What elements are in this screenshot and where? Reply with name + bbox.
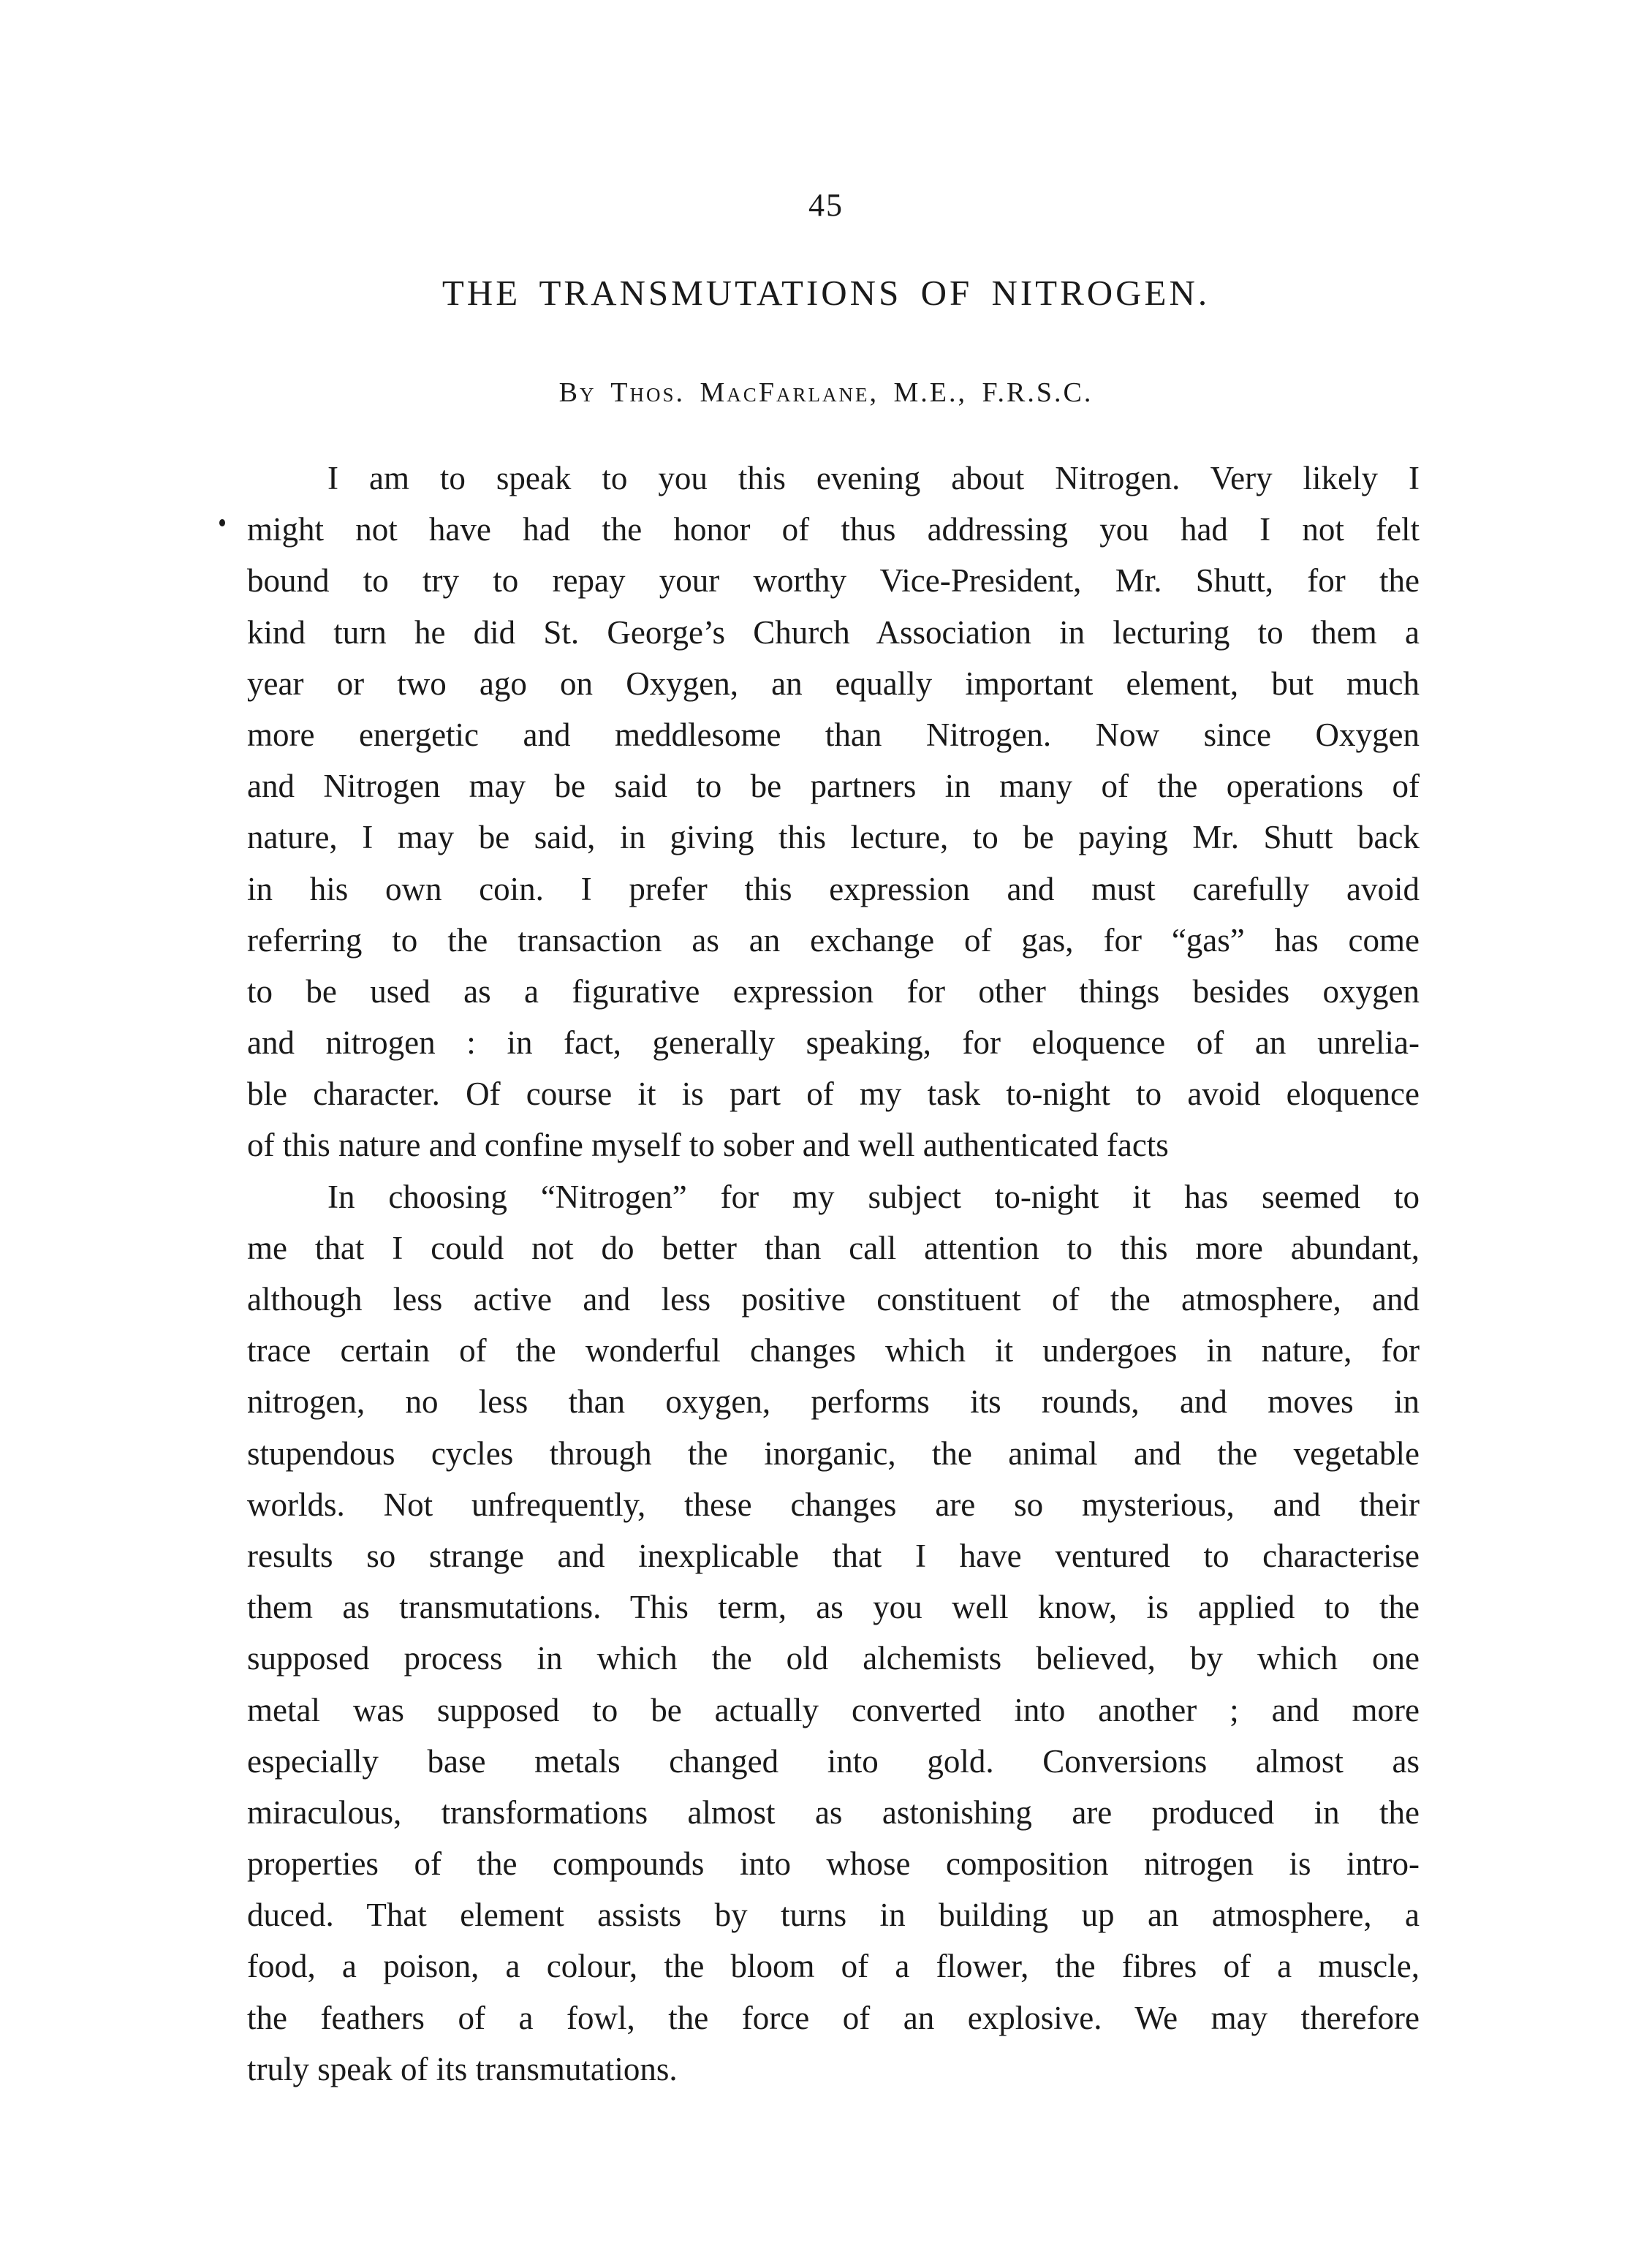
text-line: year or two ago on Oxygen, an equally important element, but much bbox=[247, 665, 1420, 702]
text-line: especially base metals changed into gold. Conversions almost as bbox=[247, 1742, 1420, 1780]
text-line: me that I could not do better than call attention to this more abundant, bbox=[247, 1229, 1420, 1266]
text-line: In choosing “Nitrogen” for my subject to-night it has seemed to bbox=[327, 1178, 1420, 1215]
article-title: THE TRANSMUTATIONS OF NITROGEN. bbox=[442, 273, 1210, 313]
margin-mark bbox=[219, 519, 225, 526]
text-line: to be used as a figurative expression for other things besides oxygen bbox=[247, 972, 1420, 1010]
text-line: food, a poison, a colour, the bloom of a flower, the fibres of a muscle, bbox=[247, 1948, 1420, 1985]
author-byline: By Thos. MacFarlane, M.E., F.R.S.C. bbox=[558, 377, 1094, 408]
text-line: stupendous cycles through the inorganic, the animal and the vegetable bbox=[247, 1435, 1420, 1472]
text-line: bound to try to repay your worthy Vice-President, Mr. Shutt, for the bbox=[247, 562, 1420, 600]
text-line: the feathers of a fowl, the force of an explosive. We may therefore bbox=[247, 1999, 1420, 2036]
text-line: supposed process in which the old alchemists believed, by which one bbox=[247, 1640, 1420, 1677]
text-line: trace certain of the wonderful changes which it undergoes in nature, for bbox=[247, 1332, 1420, 1369]
text-line: metal was supposed to be actually converted into another ; and more bbox=[247, 1691, 1420, 1728]
paragraph-1 bbox=[247, 453, 1420, 1171]
text-line: worlds. Not unfrequently, these changes are so mysterious, and their bbox=[247, 1486, 1420, 1523]
text-line: kind turn he did St. George’s Church Association in lecturing to them a bbox=[247, 613, 1420, 651]
text-line: miraculous, transformations almost as astonishing are produced in the bbox=[247, 1793, 1420, 1831]
text-line: nature, I may be said, in giving this lecture, to be paying Mr. Shutt back bbox=[247, 819, 1420, 856]
article-body bbox=[247, 453, 1420, 2095]
text-line: truly speak of its transmutations. bbox=[247, 2050, 678, 2087]
text-line: nitrogen, no less than oxygen, performs its rounds, and moves in bbox=[247, 1383, 1420, 1421]
text-line: might not have had the honor of thus addressing you had I not felt bbox=[247, 511, 1420, 548]
text-line: more energetic and meddlesome than Nitrogen. Now since Oxygen bbox=[247, 716, 1420, 753]
text-line: referring to the transaction as an exchange of gas, for “gas” has come bbox=[247, 921, 1420, 959]
text-line: and Nitrogen may be said to be partners in many of the operations of bbox=[247, 768, 1420, 805]
text-line: ble character. Of course it is part of my task to-night to avoid eloquence bbox=[247, 1076, 1420, 1113]
text-line: properties of the compounds into whose composition nitrogen is intro- bbox=[247, 1845, 1420, 1883]
page-number: 45 bbox=[808, 187, 844, 223]
text-line: results so strange and inexplicable that I have ventured to characterise bbox=[247, 1537, 1420, 1574]
text-line: them as transmutations. This term, as you well know, is applied to the bbox=[247, 1589, 1420, 1626]
text-line: of this nature and confine myself to sober and well authenticated facts bbox=[247, 1127, 1169, 1164]
text-line: in his own coin. I prefer this expression and must carefully avoid bbox=[247, 870, 1420, 907]
text-line: although less active and less positive constituent of the atmosphere, and bbox=[247, 1281, 1420, 1318]
text-line: and nitrogen : in fact, generally speaking, for eloquence of an unrelia- bbox=[247, 1024, 1420, 1062]
text-line: duced. That element assists by turns in building up an atmosphere, a bbox=[247, 1897, 1420, 1934]
text-line: I am to speak to you this evening about Nitrogen. Very likely I bbox=[327, 460, 1420, 496]
paragraph-2 bbox=[247, 1171, 1420, 2095]
